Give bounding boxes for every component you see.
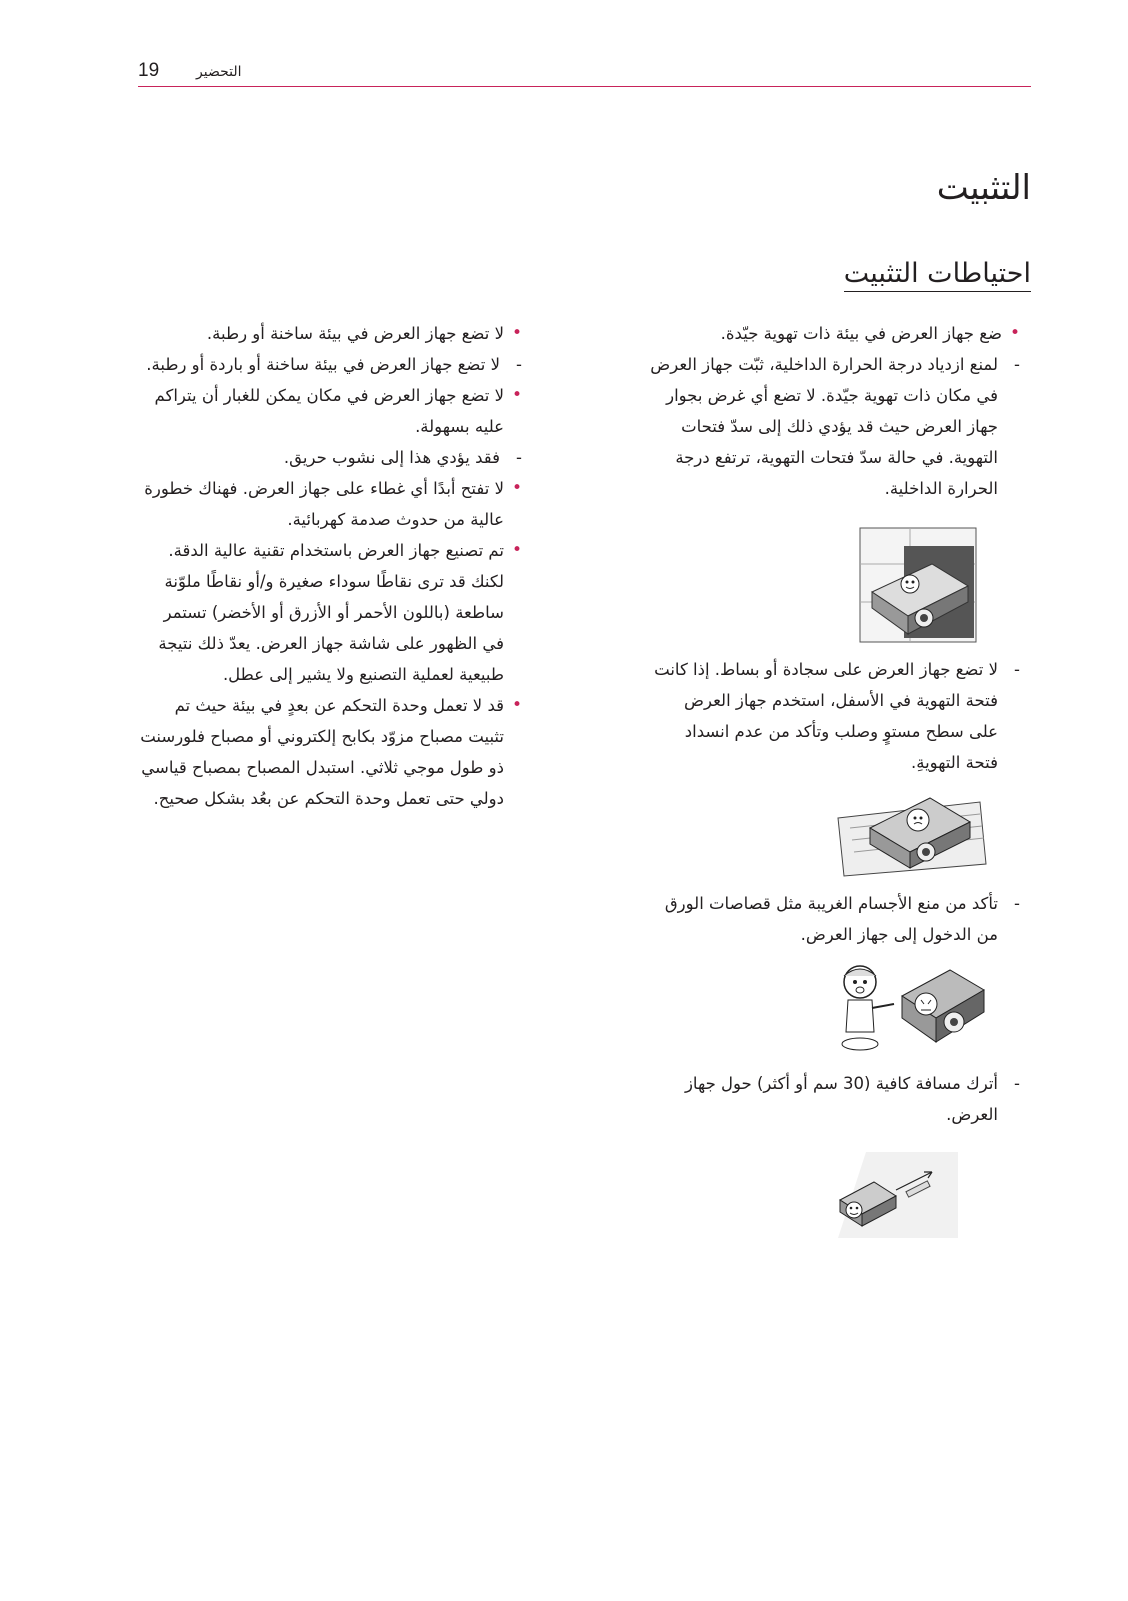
bullet-pixels: • تم تصنيع جهاز العرض باستخدام تقنية عالية الدقة. لكنك قد ترى نقاطًا سوداء صغيرة و/أو نقاطًا ملوّنة ساطعة (باللون الأحمر أو الأزرق أو الأخضر) تستمر في الظهور على شاشة جهاز العرض. يعدّ ذلك نتيجة طبيعية لعملية التصنيع ولا يشير إلى عطل.	[137, 535, 522, 690]
projector-on-carpet-illustration	[830, 788, 990, 880]
left-column	[137, 318, 522, 814]
projector-clearance-illustration	[826, 1150, 960, 1240]
dash-fire: - فقد يؤدي هذا إلى نشوب حريق.	[283, 448, 522, 467]
dash-carpet-text: لا تضع جهاز العرض على سجادة أو بساط. إذا كانت فتحة التهوية في الأسفل، استخدم جهاز العرض على سطح مستوٍ وصلب وتأكد من عدم انسداد فتحة التهويةِ.	[654, 660, 998, 772]
dash-foreign-objects-text: تأكد من منع الأجسام الغريبة مثل قصاصات الورق من الدخول إلى جهاز العرض.	[664, 894, 998, 944]
bullet-dust: • لا تضع جهاز العرض في مكان يمكن للغبار أن يتراكم عليه بسهولة.	[137, 380, 522, 442]
bullet-remote: • قد لا تعمل وحدة التحكم عن بعدٍ في بيئة حيث تم تثبيت مصباح مزوّد بكابح إلكتروني أو مصباح فلورسنت ذو طول موجي ثلاثي. استبدل المصباح بمصباح قياسي دولي حتى تعمل وحدة التحكم عن بعُد بشكل صحيح.	[137, 690, 522, 814]
dash-hot-cold-humid-text: لا تضع جهاز العرض في بيئة ساخنة أو باردة أو رطبة.	[146, 355, 500, 374]
section-label: التحضير	[196, 64, 242, 80]
right-column	[650, 318, 1020, 1248]
dash-fire-text: فقد يؤدي هذا إلى نشوب حريق.	[283, 448, 500, 467]
dash-clearance: - أترك مسافة كافية (30 سم أو أكثر) حول جهاز العرض.	[684, 1074, 1020, 1124]
section-title: احتياطات التثبيت	[844, 258, 1031, 292]
dash-heat-prevention-text: لمنع ازدياد درجة الحرارة الداخلية، ثبّت جهاز العرض في مكان ذات تهوية جيّدة. لا تضع أي غرض بجوار جهاز العرض حيث قد يؤدي ذلك إلى سدّ فتحات التهوية. في حالة سدّ فتحات التهوية، ترتفع درجة الحرارة الداخلية.	[650, 355, 998, 498]
page-title: التثبيت	[936, 168, 1031, 208]
bullet-ventilation: • ضع جهاز العرض في بيئة ذات تهوية جيّدة.	[650, 318, 1020, 349]
dash-heat-prevention: - لمنع ازدياد درجة الحرارة الداخلية، ثبّت جهاز العرض في مكان ذات تهوية جيّدة. لا تضع أي غرض بجوار جهاز العرض حيث قد يؤدي ذلك إلى سدّ فتحات التهوية. في حالة سدّ فتحات التهوية، ترتفع درجة الحرارة الداخلية.	[650, 355, 1020, 498]
child-and-projector-illustration	[830, 960, 990, 1060]
dash-clearance-text: أترك مسافة كافية (30 سم أو أكثر) حول جهاز العرض.	[684, 1074, 998, 1124]
dash-carpet: - لا تضع جهاز العرض على سجادة أو بساط. إذا كانت فتحة التهوية في الأسفل، استخدم جهاز العرض على سطح مستوٍ وصلب وتأكد من عدم انسداد فتحة التهويةِ.	[654, 660, 1020, 772]
bullet-cover: • لا تفتح أبدًا أي غطاء على جهاز العرض. فهناك خطورة عالية من حدوث صدمة كهربائية.	[137, 473, 522, 535]
projector-near-wall-illustration	[850, 524, 980, 646]
dash-hot-cold-humid: - لا تضع جهاز العرض في بيئة ساخنة أو باردة أو رطبة.	[146, 355, 522, 374]
page-number: 19	[138, 60, 160, 81]
page-header	[138, 56, 1031, 87]
dash-foreign-objects: - تأكد من منع الأجسام الغريبة مثل قصاصات الورق من الدخول إلى جهاز العرض.	[664, 894, 1020, 944]
bullet-hot-humid: • لا تضع جهاز العرض في بيئة ساخنة أو رطبة.	[137, 318, 522, 349]
